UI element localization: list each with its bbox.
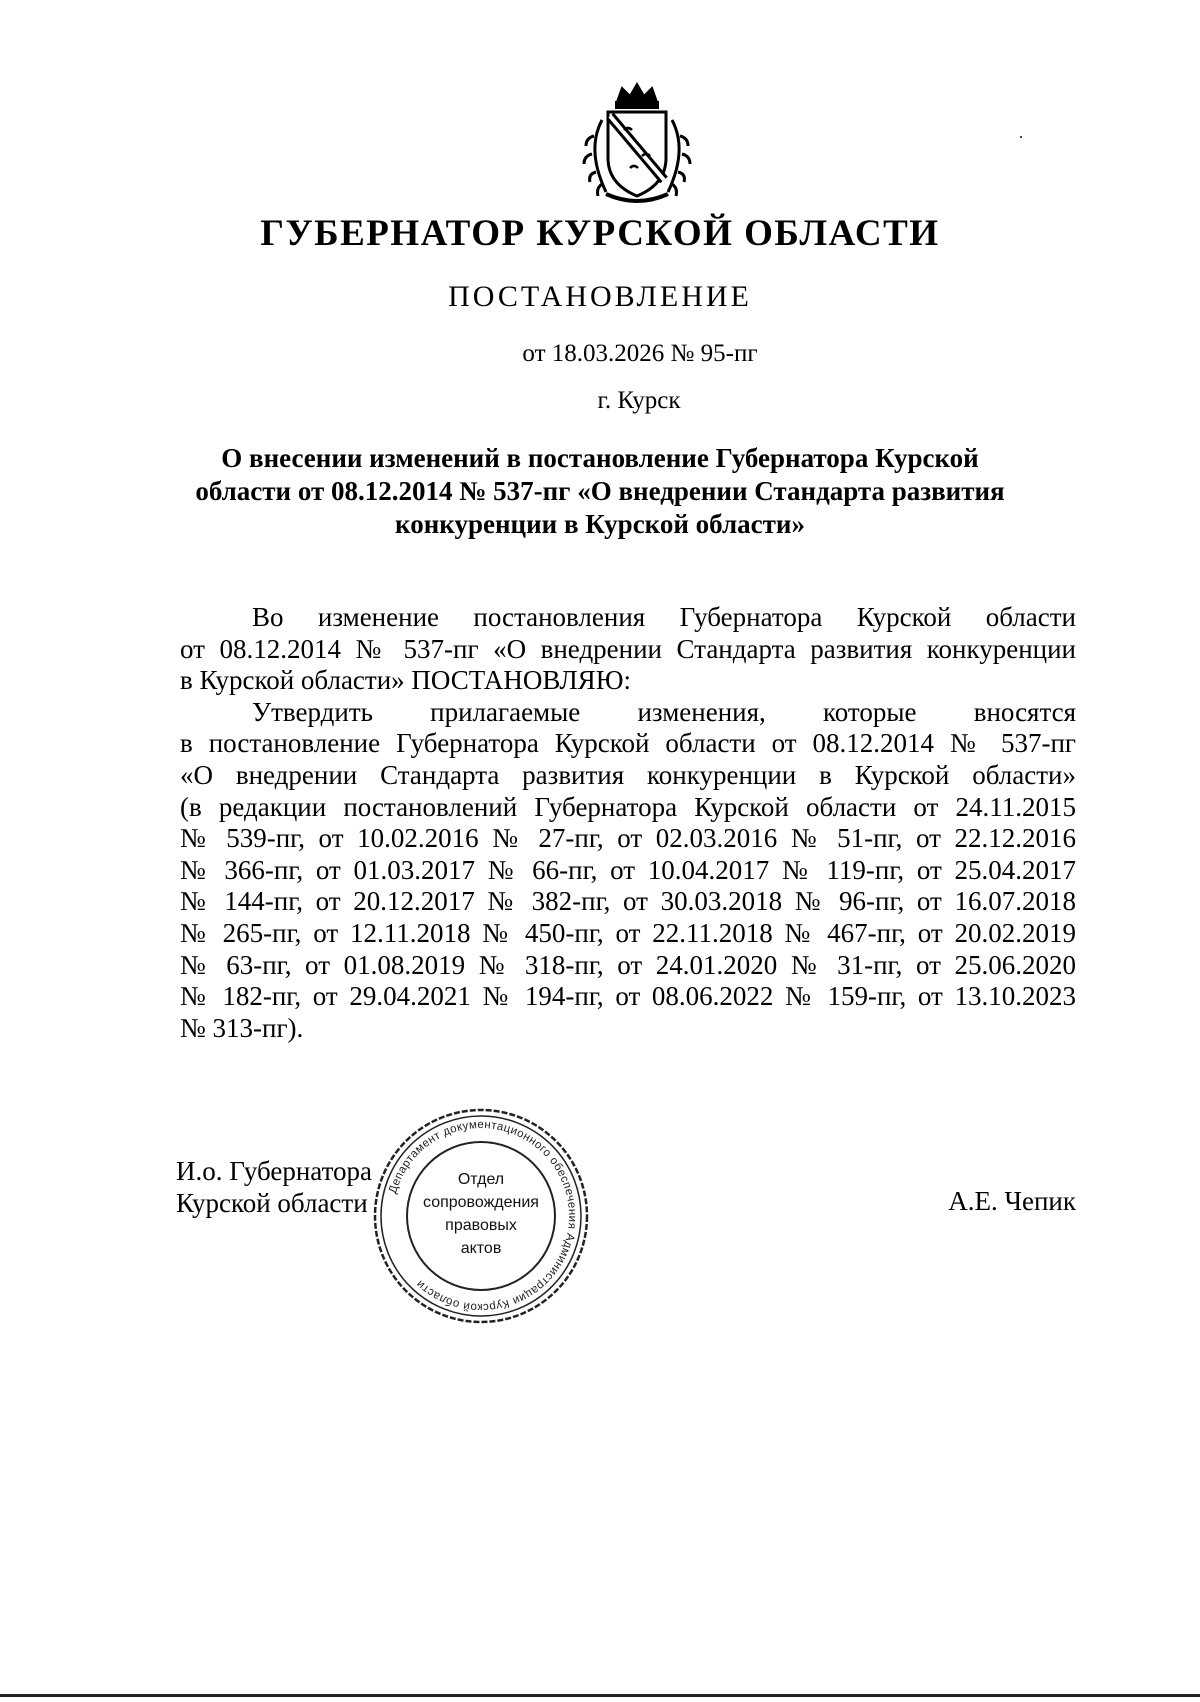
- text-line: № 313-пг).: [180, 1012, 304, 1043]
- text-line: от 08.12.2014 № 537-пг «О внедрении Стандарта развития конкуренции: [180, 633, 1076, 664]
- svg-text:Департамент документационного: Департамент документационного обеспечения Администрации Курской области: [387, 1118, 579, 1314]
- paragraph-resolution: [180, 697, 1076, 1045]
- signatory-position-line: И.о. Губернатора: [176, 1156, 373, 1186]
- subject-line: О внесении изменений в постановление Губернатора Курской: [221, 443, 979, 473]
- scan-speck: [1020, 136, 1022, 138]
- paragraph-preamble: [180, 602, 1076, 697]
- text-line: № 539-пг, от 10.02.2016 № 27-пг, от 02.03.2016 № 51-пг, от 22.12.2016: [180, 823, 1076, 854]
- text-line: Утвердить прилагаемые изменения, которые вносятся: [252, 696, 1076, 727]
- scan-bottom-edge: [0, 1694, 1200, 1697]
- text-line: № 366-пг, от 01.03.2017 № 66-пг, от 10.04.2017 № 119-пг, от 25.04.2017: [180, 854, 1076, 885]
- document-type: ПОСТАНОВЛЕНИЕ: [448, 280, 752, 313]
- text-line: № 265-пг, от 12.11.2018 № 450-пг, от 22.11.2018 № 467-пг, от 20.02.2019: [180, 917, 1076, 948]
- document-city: г. Курск: [597, 387, 681, 414]
- text-line: № 144-пг, от 20.12.2017 № 382-пг, от 30.03.2018 № 96-пг, от 16.07.2018: [180, 886, 1076, 917]
- signatory-position-line: Курской области: [176, 1188, 368, 1218]
- text-line: в постановление Губернатора Курской области от 08.12.2014 № 537-пг: [180, 728, 1076, 759]
- subject-line: области от 08.12.2014 № 537-пг «О внедрении Стандарта развития: [195, 476, 1005, 506]
- stamp-line: Отдел: [457, 1171, 505, 1188]
- document-date-number: от 18.03.2026 № 95-пг: [522, 340, 758, 367]
- text-line: «О внедрении Стандарта развития конкуренции в Курской области»: [180, 759, 1076, 790]
- text-line: Во изменение постановления Губернатора Курской области: [252, 602, 1076, 632]
- stamp-center-text: [370, 1168, 592, 1260]
- stamp-line: правовых: [445, 1217, 517, 1234]
- signatory-name: А.Е. Чепик: [948, 1186, 1076, 1216]
- document-body: [180, 602, 1076, 1044]
- document-subject: [0, 442, 1200, 541]
- subject-line: конкуренции в Курской области»: [395, 509, 805, 539]
- text-line: № 63-пг, от 01.08.2019 № 318-пг, от 24.01.2020 № 31-пг, от 25.06.2020: [180, 949, 1076, 980]
- text-line: в Курской области» ПОСТАНОВЛЯЮ:: [180, 665, 631, 696]
- signatory-position: [176, 1155, 372, 1219]
- kursk-coat-of-arms-icon: [572, 80, 702, 208]
- stamp-line: сопровождения: [423, 1194, 539, 1211]
- text-line: (в редакции постановлений Губернатора Курской области от 24.11.2015: [180, 791, 1076, 822]
- stamp-line: актов: [460, 1240, 502, 1257]
- issuing-authority-title: ГУБЕРНАТОР КУРСКОЙ ОБЛАСТИ: [260, 213, 940, 254]
- text-line: № 182-пг, от 29.04.2021 № 194-пг, от 08.06.2022 № 159-пг, от 13.10.2023: [180, 981, 1076, 1012]
